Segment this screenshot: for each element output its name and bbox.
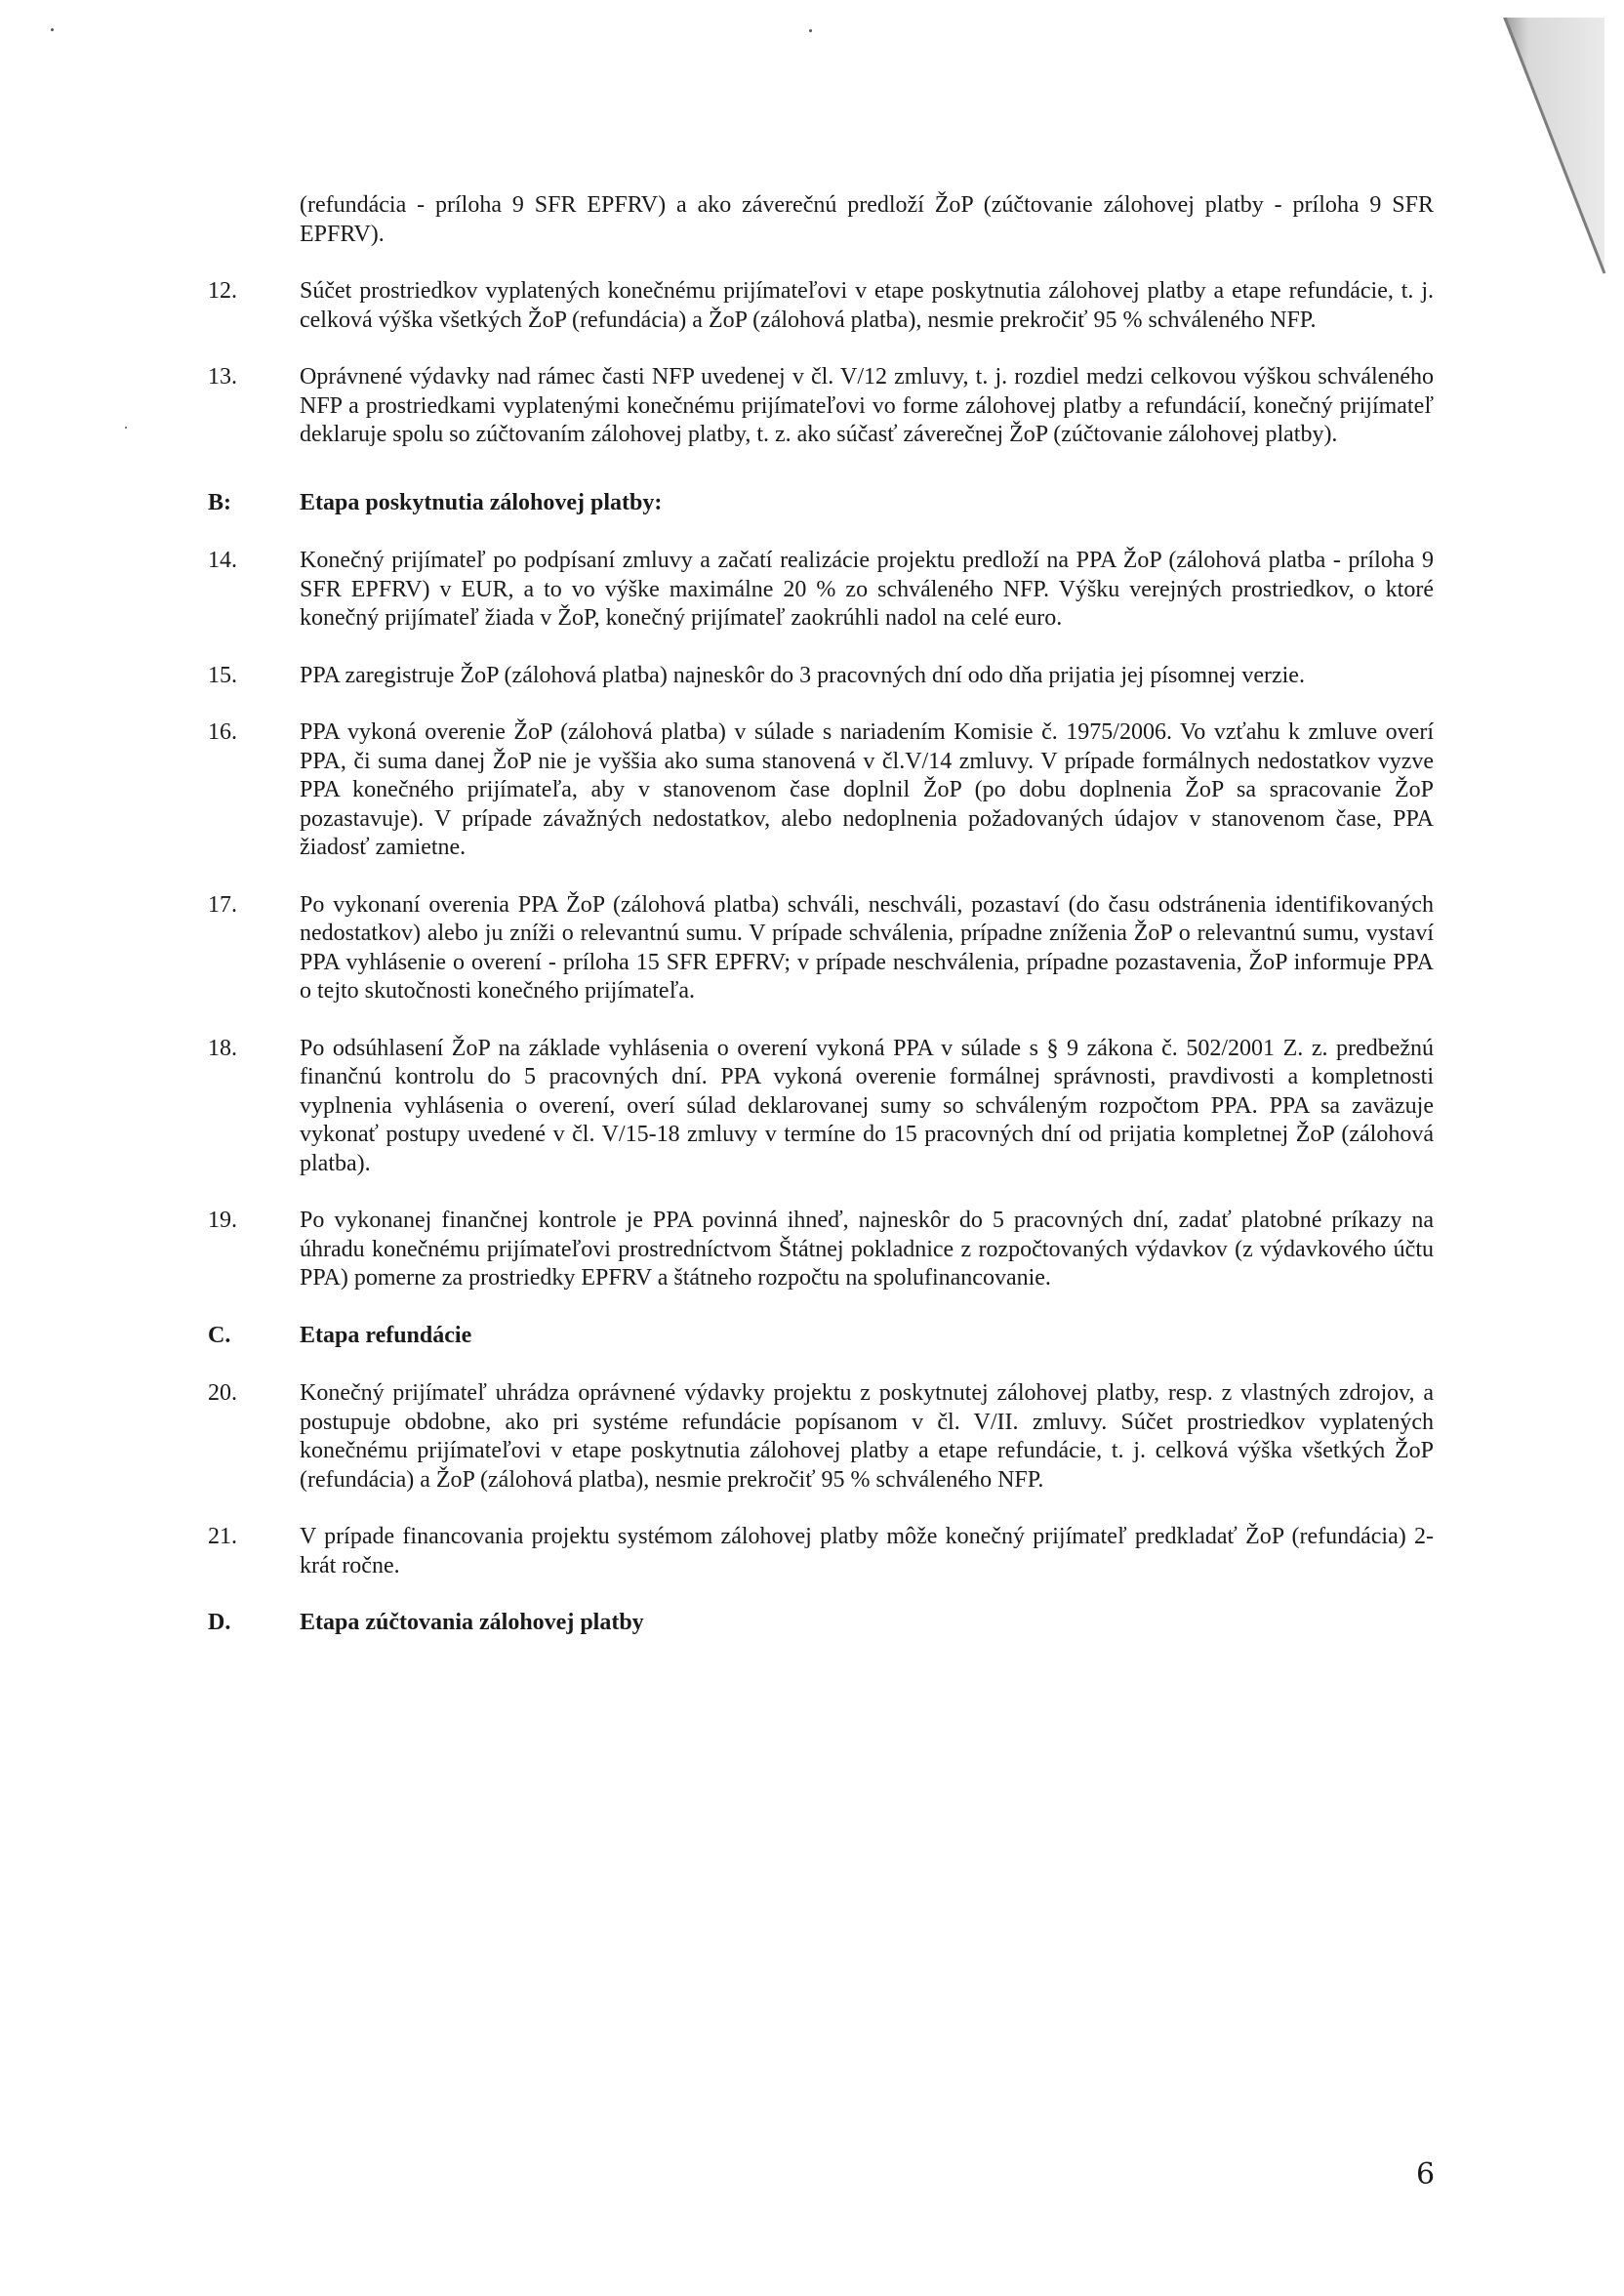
item-number: 13.: [208, 364, 237, 390]
section-label: D.: [208, 1610, 231, 1635]
item-text: Konečný prijímateľ po podpísaní zmluvy a začatí realizácie projektu predloží na PPA ŽoP (zálohová platba - príloha 9 SFR EPFRV) v EUR, a to vo výške maximálne 20 % zo schváleného NFP. Výšku verejných prostriedkov, o ktoré konečný prijímateľ žiada v ŽoP, konečný prijímateľ zaokrúhli nadol na celé euro.: [300, 548, 1434, 631]
list-item-21: [208, 1523, 1434, 1580]
scan-speck: [809, 29, 812, 32]
list-item-16: [208, 718, 1434, 863]
scan-speck: [51, 28, 54, 31]
item-text: PPA zaregistruje ŽoP (zálohová platba) najneskôr do 3 pracovných dní odo dňa prijatia jej písomnej verzie.: [300, 662, 1305, 688]
section-label: C.: [208, 1322, 231, 1348]
document-body: [208, 191, 1434, 1667]
list-item-17: [208, 891, 1434, 1006]
item-number: 18.: [208, 1035, 237, 1061]
item-text: Konečný prijímateľ uhrádza oprávnené výdavky projektu z poskytnutej zálohovej platby, resp. z vlastných zdrojov, a postupuje obdobne, ako pri systéme refundácie popísanom v čl. V/II. zmluvy. Súčet prostriedkov vyplatených konečnému prijímateľovi v etape poskytnutia zálohovej platby a etape refundácie, t. j. celková výška všetkých ŽoP (refundácia) a ŽoP (zálohová platba), nesmie prekročiť 95 % schváleného NFP.: [300, 1380, 1434, 1493]
page-fold-shadow: [1503, 18, 1624, 281]
item-number: 16.: [208, 719, 237, 745]
section-heading-b: [208, 489, 1434, 518]
item-text: PPA vykoná overenie ŽoP (zálohová platba) v súlade s nariadením Komisie č. 1975/2006. Vo vzťahu k zmluve overí PPA, či suma danej ŽoP nie je vyššia ako suma stanovená v čl.V/14 zmluvy. V prípade formálnych nedostatkov vyzve PPA konečného prijímateľa, aby v stanovenom čase doplnil ŽoP (po dobu doplnenia ŽoP sa spracovanie ŽoP pozastavuje). V prípade závažných nedostatkov, alebo nedoplnenia požadovaných údajov v stanovenom čase, PPA žiadosť zamietne.: [300, 719, 1434, 860]
section-label: B:: [208, 489, 231, 515]
item-text: V prípade financovania projektu systémom zálohovej platby môže konečný prijímateľ predkladať ŽoP (refundácia) 2-krát ročne.: [300, 1524, 1434, 1578]
item-number: 14.: [208, 548, 237, 573]
scan-speck: [125, 427, 127, 429]
item-number: 17.: [208, 891, 237, 918]
item-number: 19.: [208, 1208, 237, 1233]
paragraph-text: (refundácia - príloha 9 SFR EPFRV) a ako záverečnú predloží ŽoP (zúčtovanie zálohovej platby - príloha 9 SFR EPFRV).: [300, 192, 1434, 247]
continuation-paragraph: [208, 191, 1434, 249]
item-number: 12.: [208, 278, 237, 304]
list-item-14: [208, 547, 1434, 634]
item-number: 21.: [208, 1524, 237, 1549]
item-text: Po vykonaní overenia PPA ŽoP (zálohová platba) schváli, neschváli, pozastaví (do času odstránenia identifikovaných nedostatkov) alebo ju zníži o relevantnú sumu. V prípade schválenia, prípadne zníženia ŽoP o relevantnú sumu, vystaví PPA vyhlásenie o overení - príloha 15 SFR EPFRV; v prípade neschválenia, prípadne pozastavenia, ŽoP informuje PPA o tejto skutočnosti konečného prijímateľa.: [300, 891, 1434, 1004]
list-item-12: [208, 277, 1434, 335]
item-text: Po vykonanej finančnej kontrole je PPA povinná ihneď, najneskôr do 5 pracovných dní, zadať platobné príkazy na úhradu konečnému prijímateľovi prostredníctvom Štátnej pokladnice z rozpočtovaných výdavkov (z výdavkového účtu PPA) pomerne za prostriedky EPFRV a štátneho rozpočtu na spolufinancovanie.: [300, 1208, 1434, 1291]
item-text: Súčet prostriedkov vyplatených konečnému prijímateľovi v etape poskytnutia zálohovej platby a etape refundácie, t. j. celková výška všetkých ŽoP (refundácia) a ŽoP (zálohová platba), nesmie prekročiť 95 % schváleného NFP.: [300, 278, 1434, 333]
item-text: Oprávnené výdavky nad rámec časti NFP uvedenej v čl. V/12 zmluvy, t. j. rozdiel medzi celkovou výškou schváleného NFP a prostriedkami vyplatenými konečnému prijímateľovi vo forme zálohovej platby a refundácií, konečný prijímateľ deklaruje spolu so zúčtovaním zálohovej platby, t. z. ako súčasť záverečnej ŽoP (zúčtovanie zálohovej platby).: [300, 364, 1434, 447]
section-title: Etapa zúčtovania zálohovej platby: [300, 1610, 644, 1635]
list-item-18: [208, 1035, 1434, 1179]
section-title: Etapa refundácie: [300, 1322, 472, 1348]
item-number: 20.: [208, 1380, 237, 1406]
list-item-13: [208, 363, 1434, 450]
list-item-19: [208, 1207, 1434, 1293]
section-heading-d: [208, 1609, 1434, 1638]
page-number: 6: [1416, 2157, 1436, 2192]
section-title: Etapa poskytnutia zálohovej platby:: [300, 489, 663, 515]
list-item-15: [208, 662, 1434, 691]
item-number: 15.: [208, 662, 237, 688]
section-heading-c: [208, 1322, 1434, 1351]
item-text: Po odsúhlasení ŽoP na základe vyhlásenia o overení vykoná PPA v súlade s § 9 zákona č. 502/2001 Z. z. predbežnú finančnú kontrolu do 5 pracovných dní. PPA vykoná overenie formálnej správnosti, pravdivosti a kompletnosti vyplnenia vyhlásenia o overení, overí súlad deklarovanej sumy so schváleným rozpočtom PPA. PPA sa zaväzuje vykonať postupy uvedené v čl. V/15-18 zmluvy v termíne do 15 pracovných dní od prijatia kompletnej ŽoP (zálohová platba).: [300, 1035, 1434, 1176]
list-item-20: [208, 1379, 1434, 1495]
